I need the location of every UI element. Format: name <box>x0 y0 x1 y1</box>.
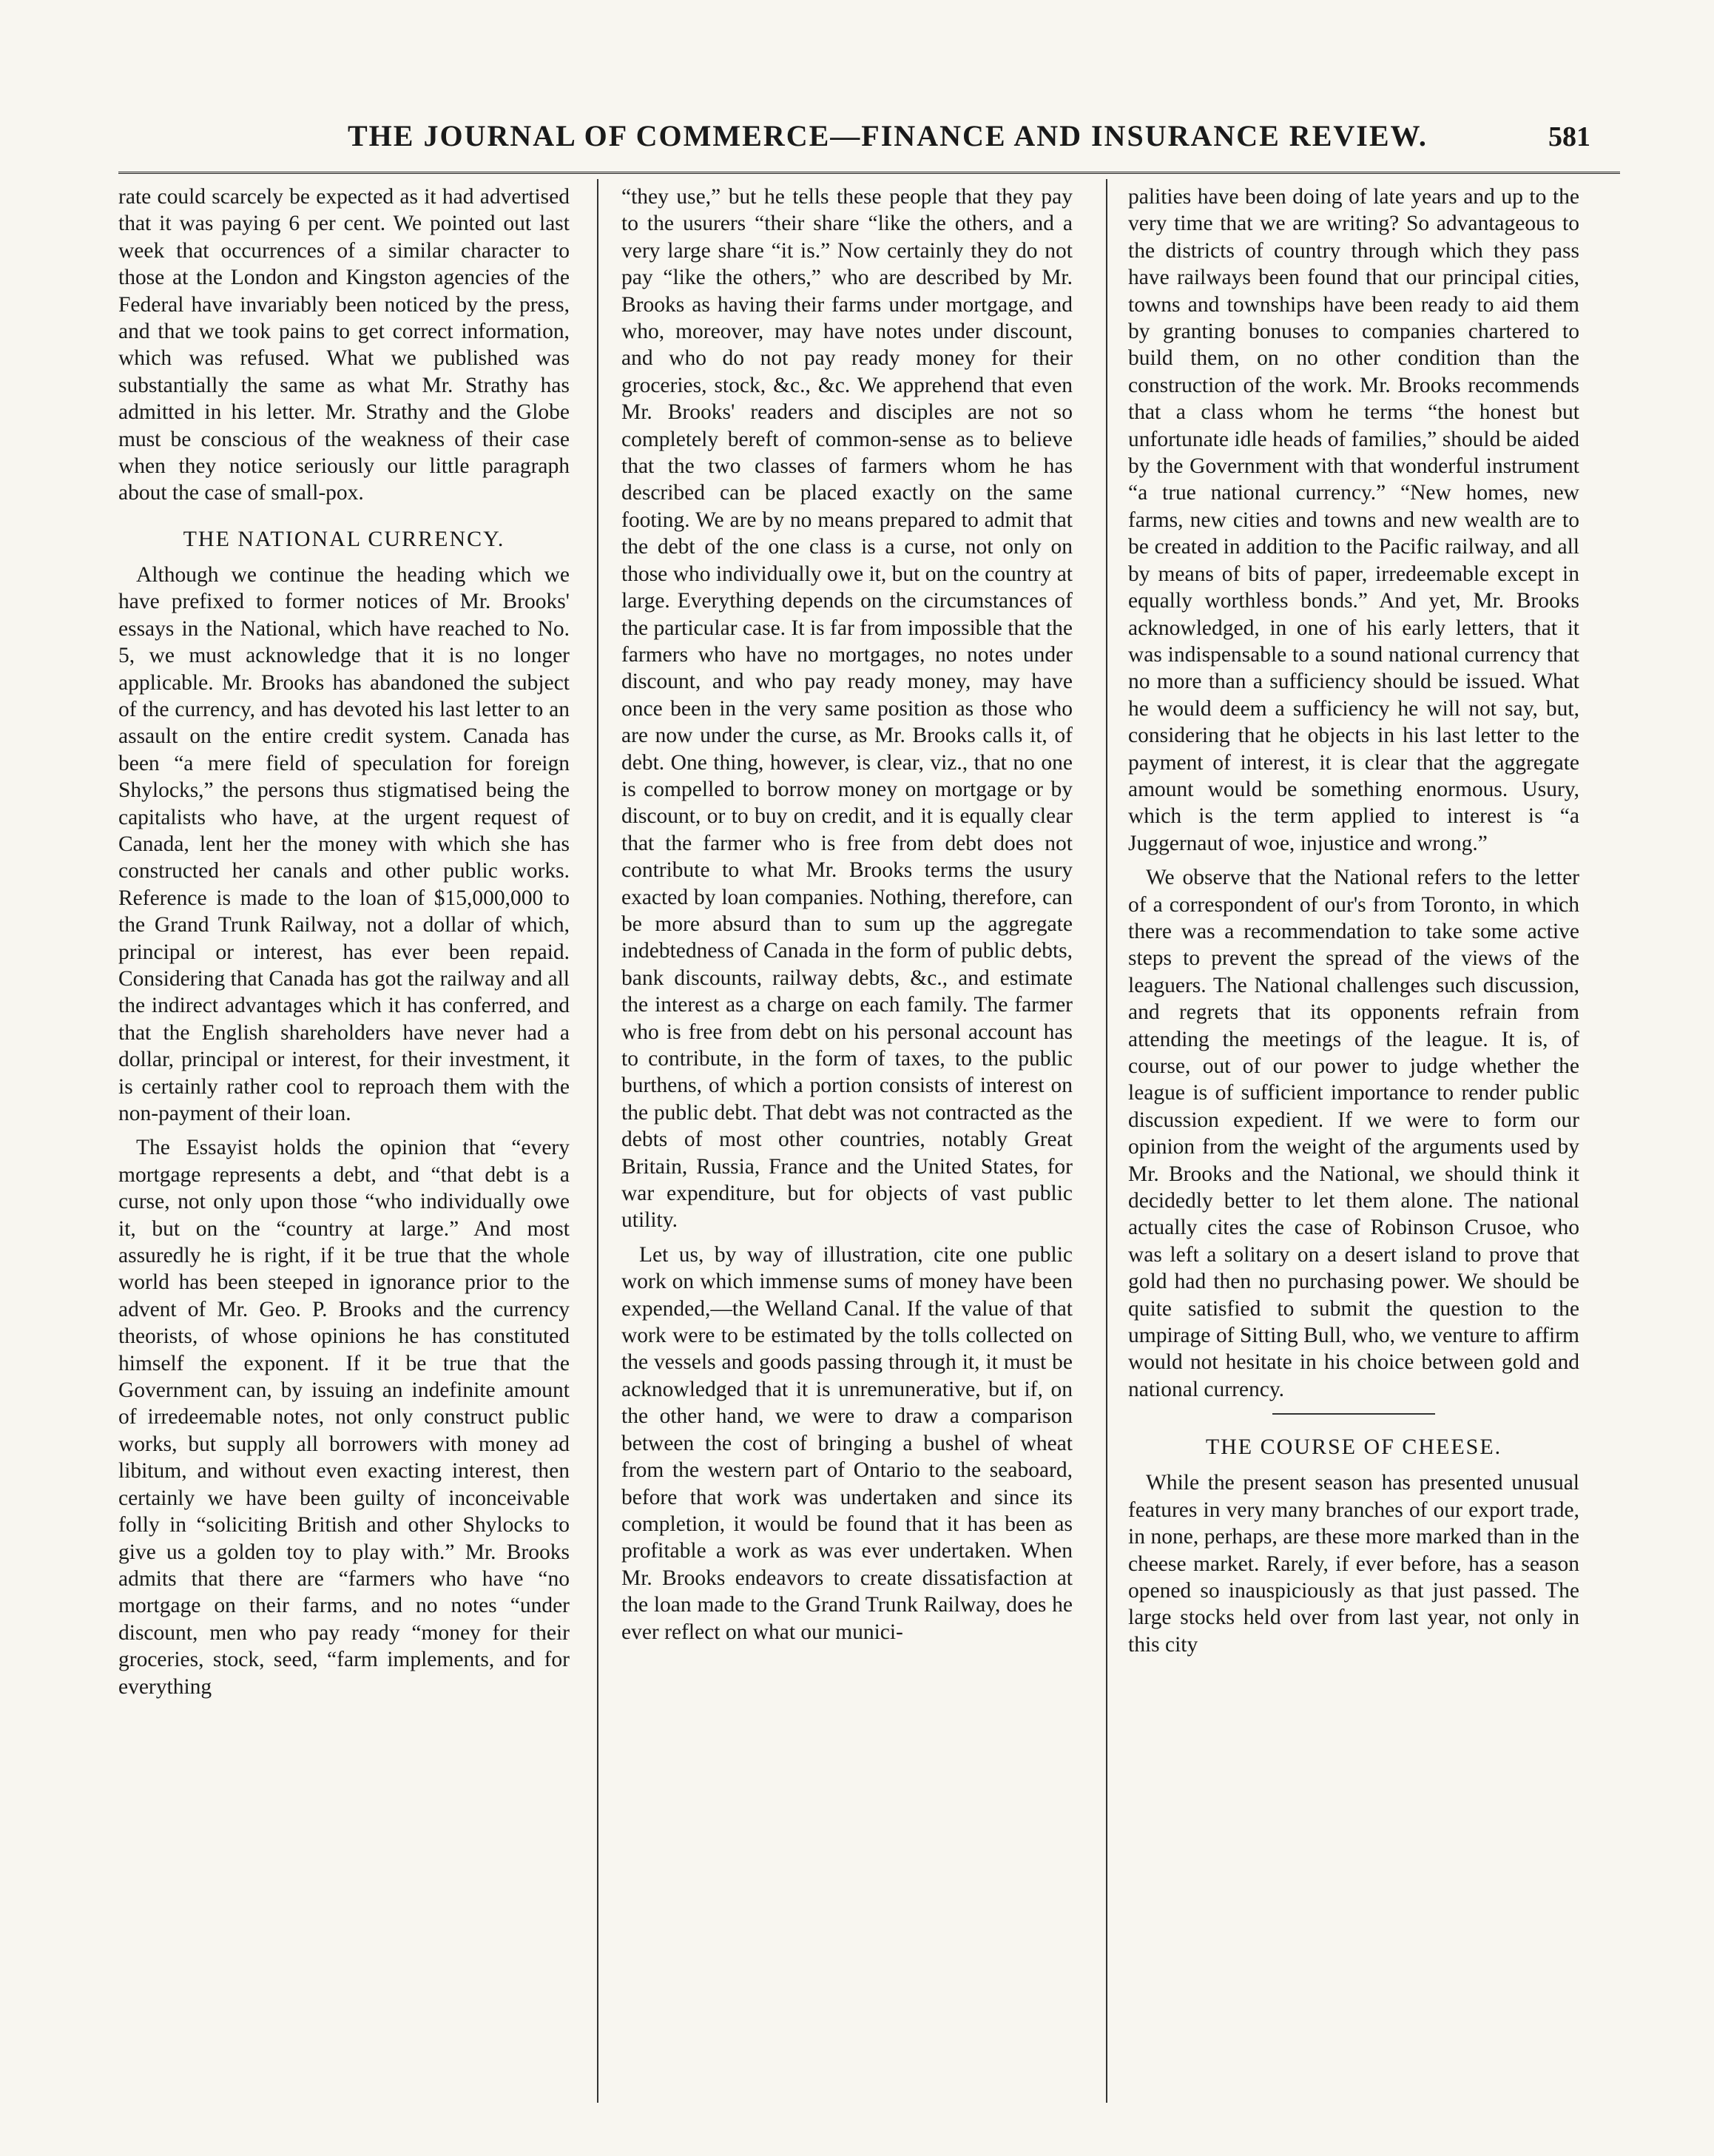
column-3 <box>1128 183 1579 2092</box>
column-2 <box>621 183 1073 2092</box>
article-paragraph: Let us, by way of illustration, cite one public work on which immense sums of money have been expended,—the Welland Canal. If the value of that work were to be estimated by the tolls collected on the vessels and goods passing through it, it must be acknowledged that it is unremunerative, but if, on the other hand, we were to draw a comparison between the cost of bringing a bushel of wheat from the western part of Ontario to the seaboard, before that work was undertaken and since its completion, it would be found that it has been as profitable a work as was ever undertaken. When Mr. Brooks endeavors to create dissatisfaction at the loan made to the Grand Trunk Railway, does he ever reflect on what our munici- <box>621 1242 1073 1644</box>
header-rule <box>118 172 1620 174</box>
article-paragraph: The Essayist holds the opinion that “every mortgage represents a debt, and “that debt is a curse, not only upon those “who individually owe it, but on the “country at large.” And most assuredly he is right, if it be true that the whole world has been steeped in ignorance prior to the advent of Mr. Geo. P. Brooks and the currency theorists, of whose opinions he has constituted himself the exponent. If it be true that the Government can, by issuing an indefinite amount of irredeemable notes, not only construct public works, but supply all borrowers with money ad libitum, and without even exacting interest, then certainly we have been guilty of inconceivable folly in “soliciting British and other Shylocks to give us a golden toy to play with.” Mr. Brooks admits that there are “farmers who have “no mortgage on their farms, and no notes “under discount, men who pay ready “money for their groceries, stock, seed, “farm implements, and for everything <box>118 1136 570 1699</box>
section-divider <box>1272 1413 1435 1415</box>
section-heading-national-currency: THE NATIONAL CURRENCY. <box>183 526 505 551</box>
article-paragraph: While the present season has presented unusual features in very many branches of our export trade, in none, perhaps, are these more marked than in the cheese market. Rarely, if ever before, has a season opened so inauspiciously as that just passed. The large stocks held over from last year, not only in this city <box>1128 1471 1579 1657</box>
journal-title: THE JOURNAL OF COMMERCE—FINANCE AND INSURANCE REVIEW. <box>348 119 1428 152</box>
column-divider <box>597 179 598 2103</box>
page-header <box>348 118 1590 164</box>
article-paragraph: palities have been doing of late years and up to the very time that we are writing? So advantageous to the districts of country through which they pass have railways been found that our principal cities, towns and townships have been ready to aid them by granting bonuses to companies chartered to build them, on no other condition than the construction of the work. Mr. Brooks recommends that a class whom he terms “the honest but unfortunate idle heads of families,” should be aided by the Government with that wonderful instrument “a true national currency.” “New homes, new farms, new cities and towns and new wealth are to be created in addition to the Pacific railway, and all by means of bits of paper, irredeemable except in equally worthless bonds.” And yet, Mr. Brooks acknowledged, in one of his early letters, that it was indispensable to a sound national currency that no more than a sufficiency should be issued. What he would deem a sufficiency he will not say, but, considering that he objects in his last letter to the payment of interest, it is clear that the aggregate amount would be something enormous. Usury, which is the term applied to interest is “a Juggernaut of woe, injustice and wrong.” <box>1128 185 1579 855</box>
column-divider <box>1106 179 1107 2103</box>
article-paragraph: “they use,” but he tells these people that they pay to the usurers “their share “like the others, and a very large share “it is.” Now certainly they do not pay “like the others,” who are described by Mr. Brooks as having their farms under mortgage, and who, moreover, may have notes under discount, and who do not pay ready money for their groceries, stock, &c., &c. We apprehend that even Mr. Brooks' readers and disciples are not so completely bereft of common-sense as to believe that the two classes of farmers whom he has described can be placed exactly on the same footing. We are by no means prepared to admit that the debt of the one class is a curse, not only on those who individually owe it, but on the country at large. Everything depends on the circumstances of the particular case. It is far from impossible that the farmers who have no mortgages, no notes under discount, and who pay ready money, may have once been in the very same position as those who are now under the curse, as Mr. Brooks calls it, of debt. One thing, however, is clear, viz., that no one is compelled to borrow money on mortgage or by discount, or to buy on credit, and it is equally clear that the farmer who is free from debt does not contribute to what Mr. Brooks terms the usury exacted by loan companies. Nothing, therefore, can be more absurd than to sum up the aggregate indebtedness of Canada in the form of public debts, bank discounts, railway debts, &c., and estimate the interest as a charge on each family. The farmer who is free from debt on his personal account has to contribute, in the form of taxes, to the public burthens, of which a portion consists of interest on the public debt. That debt was not contracted as the debts of most other countries, notably Great Britain, Russia, France and the United States, for war expenditure, but for objects of vast public utility. <box>621 185 1073 1233</box>
article-paragraph: rate could scarcely be expected as it had advertised that it was paying 6 per cent. We pointed out last week that occurrences of a similar character to those at the London and Kingston agencies of the Federal have invariably been noticed by the press, and that we took pains to get correct information, which was refused. What we published was substantially the same as what Mr. Strathy has admitted in his letter. Mr. Strathy and the Globe must be conscious of the weakness of their case when they notice seriously our little paragraph about the case of small-pox. <box>118 185 570 505</box>
column-1 <box>118 183 570 2092</box>
page-number: 581 <box>1548 121 1590 152</box>
article-paragraph: We observe that the National refers to the letter of a correspondent of our's from Toronto, in which there was a recommendation to take some active steps to prevent the spread of the views of the leaguers. The National challenges such discussion, and regrets that its opponents refrain from attending the meetings of the league. It is, of course, out of our power to judge whether the league is of sufficient importance to render public discussion expedient. If we were to form our opinion from the weight of the arguments used by Mr. Brooks and the National, we should think it decidedly better to let them alone. The national actually cites the case of Robinson Crusoe, who was left a solitary on a desert island to prove that gold had then no purchasing power. We should be quite satisfied to submit the question to the umpirage of Sitting Bull, who, we venture to affirm would not hesitate in his choice between gold and national currency. <box>1128 866 1579 1401</box>
article-paragraph: Although we continue the heading which we have prefixed to former notices of Mr. Brooks' essays in the National, which have reached to No. 5, we must acknowledge that it is no longer applicable. Mr. Brooks has abandoned the subject of the currency, and has devoted his last letter to an assault on the entire credit system. Canada has been “a mere field of speculation for foreign Shylocks,” the persons thus stigmatised being the capitalists who have, at the urgent request of Canada, lent her the money with which she has constructed her canals and other public works. Reference is made to the loan of $15,000,000 to the Grand Trunk Railway, not a dollar of which, principal or interest, has ever been repaid. Considering that Canada has got the railway and all the indirect advantages which it has conferred, and that the English shareholders have never had a dollar, principal or interest, for their investment, it is certainly rather cool to reproach them with the non-payment of their loan. <box>118 562 570 1125</box>
section-heading-course-of-cheese: THE COURSE OF CHEESE. <box>1205 1435 1502 1460</box>
